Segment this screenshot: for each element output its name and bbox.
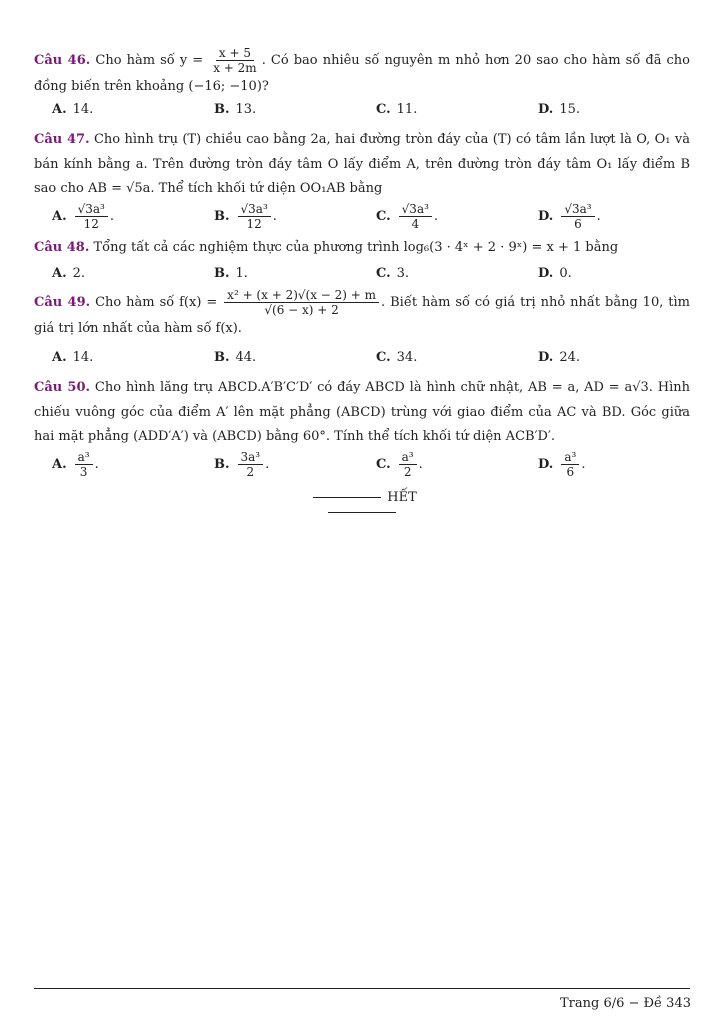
fraction <box>561 202 594 231</box>
question-text: Tổng tất cả các nghiệm thực của phương trình log₆(3 · 4ˣ + 2 · 9ˣ) = x + 1 bằng <box>93 240 619 255</box>
option-label: D. <box>538 101 554 117</box>
fraction-numerator: x² + (x + 2)√(x − 2) + m <box>224 288 379 303</box>
answer-options-46 <box>52 94 692 124</box>
fraction <box>210 46 259 75</box>
question-48 <box>34 236 690 261</box>
option-label: B. <box>214 208 230 224</box>
option-value: 15. <box>559 101 581 117</box>
option-a[interactable]: A. $\frac{\text{a³}}{3}$ . <box>52 449 99 479</box>
question-49 <box>34 288 690 342</box>
option-value: 3. <box>396 265 410 281</box>
option-d[interactable] <box>538 342 580 372</box>
option-b[interactable] <box>214 258 248 288</box>
option-label: D. <box>538 349 554 365</box>
fraction <box>399 202 432 231</box>
option-a[interactable]: A. $\frac{\text{√3a³}}{12}$ . <box>52 201 115 231</box>
option-label: A. <box>52 101 67 117</box>
question-text-continued: . Có bao nhiêu số nguyên m nhỏ hơn 20 sao cho hàm số đã cho đồng biến trên khoảng (−16; −10)? <box>34 53 690 94</box>
question-text: Cho hàm số f(x) = <box>95 295 218 310</box>
option-value: 2. <box>72 265 86 281</box>
fraction-numerator: x + 5 <box>216 46 254 61</box>
option-value: 11. <box>396 101 418 117</box>
fraction-numerator: a³ <box>399 450 417 465</box>
option-value: 24. <box>559 349 581 365</box>
option-b[interactable] <box>214 94 256 124</box>
option-label: D. <box>538 208 554 224</box>
answer-options-49 <box>52 342 692 372</box>
option-value: 14. <box>72 101 94 117</box>
fraction <box>238 202 271 231</box>
fraction-denominator: 6 <box>574 216 582 231</box>
question-text: Cho hàm số y = <box>95 53 204 68</box>
fraction <box>224 288 379 317</box>
answer-options-47 <box>52 198 692 234</box>
question-number: Câu 48. <box>34 240 90 255</box>
option-d[interactable] <box>538 258 572 288</box>
option-c[interactable] <box>376 258 409 288</box>
option-value: 1. <box>235 265 248 281</box>
option-label: A. <box>52 349 67 365</box>
fraction-denominator: √(6 − x) + 2 <box>264 303 339 317</box>
option-value: 44. <box>235 349 257 365</box>
fraction-numerator: 3a³ <box>238 450 264 465</box>
option-c[interactable] <box>376 342 417 372</box>
option-label: C. <box>376 208 391 224</box>
fraction-denominator: 3 <box>79 464 88 479</box>
fraction-numerator: a³ <box>75 450 93 465</box>
question-50 <box>34 376 690 450</box>
fraction-denominator: 4 <box>411 216 420 231</box>
option-c[interactable] <box>376 94 417 124</box>
option-c[interactable]: C. $\frac{\text{a³}}{2}$ . <box>376 449 423 479</box>
fraction <box>238 450 264 479</box>
fraction-denominator: 6 <box>566 464 575 479</box>
end-marker <box>272 490 452 520</box>
option-c[interactable]: C. $\frac{\text{√3a³}}{4}$ . <box>376 201 439 231</box>
question-text: Cho hình trụ (T) chiều cao bằng 2a, hai đường tròn đáy của (T) có tâm lần lượt là O, O₁ và bán kính bằng a. Trên đường tròn đáy tâm O lấy điểm A, trên đường tròn đáy tâm O₁ lấy điểm B sao cho AB = √5a. Thể tích khối tứ diện OO₁AB bằng <box>34 132 690 196</box>
option-label: B. <box>214 456 230 472</box>
fraction-denominator: 12 <box>246 216 262 231</box>
option-label: A. <box>52 456 67 472</box>
fraction-denominator: 2 <box>403 464 412 479</box>
page-footer: Trang 6/6 − Đề 343 <box>560 996 691 1011</box>
option-label: C. <box>376 349 391 365</box>
question-number: Câu 47. <box>34 132 90 147</box>
question-number: Câu 49. <box>34 295 91 310</box>
option-label: B. <box>214 265 230 281</box>
fraction-denominator: x + 2m <box>213 61 257 75</box>
question-47 <box>34 128 690 202</box>
question-number: Câu 46. <box>34 53 91 68</box>
fraction <box>75 450 93 479</box>
option-b[interactable]: B. $\frac{\text{√3a³}}{12}$ . <box>214 201 277 231</box>
fraction <box>561 450 579 479</box>
fraction-numerator: √3a³ <box>561 202 594 217</box>
answer-options-48 <box>52 258 692 288</box>
option-b[interactable] <box>214 342 256 372</box>
option-d[interactable]: D. $\frac{\text{a³}}{6}$ . <box>538 449 586 479</box>
question-text: Cho hình lăng trụ ABCD.A′B′C′D′ có đáy ABCD là hình chữ nhật, AB = a, AD = a√3. Hình chiếu vuông góc của điểm A′ lên mặt phẳng (ABCD) trùng với giao điểm của AC và BD. Góc giữa hai mặt phẳng (ADD′A′) và (ABCD) bằng 60°. Tính thể tích khối tứ diện ACB′D′. <box>34 380 691 444</box>
option-a[interactable] <box>52 94 93 124</box>
divider <box>313 497 381 498</box>
fraction-numerator: √3a³ <box>75 202 108 217</box>
option-label: B. <box>214 349 230 365</box>
question-number: Câu 50. <box>34 380 91 395</box>
option-value: 0. <box>559 265 572 281</box>
option-value: 14. <box>72 349 94 365</box>
option-label: D. <box>538 456 554 472</box>
end-text: HẾT <box>387 490 417 505</box>
divider <box>328 512 396 513</box>
fraction-numerator: √3a³ <box>238 202 271 217</box>
option-a[interactable] <box>52 258 85 288</box>
fraction <box>399 450 417 479</box>
option-value: 13. <box>235 101 257 117</box>
fraction-numerator: a³ <box>561 450 579 465</box>
option-label: D. <box>538 265 554 281</box>
fraction-denominator: 12 <box>83 216 99 231</box>
option-label: A. <box>52 208 67 224</box>
fraction-numerator: √3a³ <box>399 202 432 217</box>
option-d[interactable]: D. $\frac{\text{√3a³}}{6}$ . <box>538 201 601 231</box>
option-label: A. <box>52 265 67 281</box>
option-label: C. <box>376 101 391 117</box>
option-d[interactable] <box>538 94 580 124</box>
option-label: B. <box>214 101 230 117</box>
option-b[interactable]: B. $\frac{\text{3a³}}{2}$ . <box>214 449 270 479</box>
question-text-continued: . Biết hàm số có giá trị nhỏ nhất bằng 10, tìm giá trị lớn nhất của hàm số f(x). <box>34 295 690 336</box>
footer-rule <box>34 988 690 989</box>
fraction <box>75 202 108 231</box>
answer-options-50 <box>52 446 692 482</box>
option-label: C. <box>376 456 391 472</box>
option-value: 34. <box>396 349 418 365</box>
option-a[interactable] <box>52 342 93 372</box>
option-label: C. <box>376 265 391 281</box>
fraction-denominator: 2 <box>246 464 255 479</box>
question-46 <box>34 46 690 100</box>
